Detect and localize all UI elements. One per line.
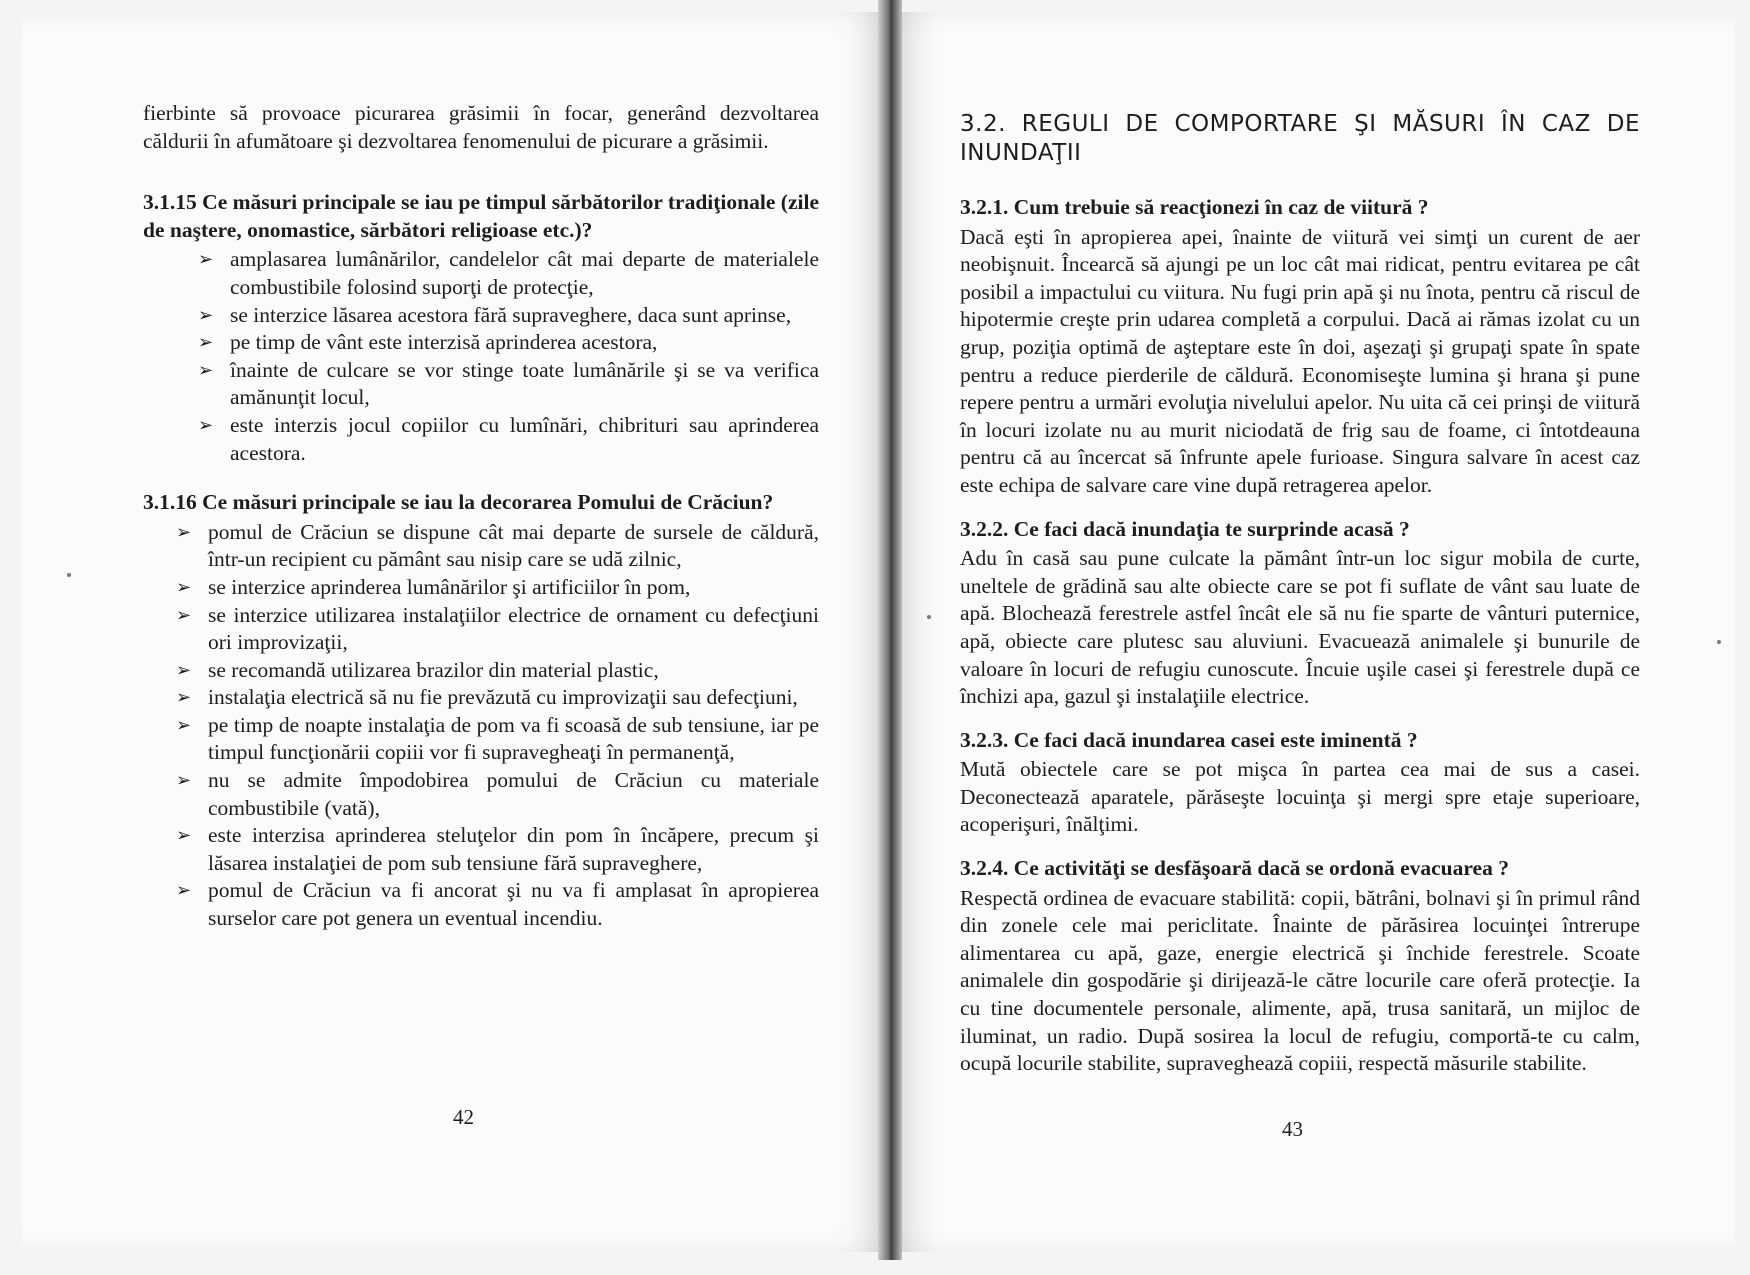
list-item: ➢ instalaţia electrică să nu fie prevăzută cu improvizaţii sau defecţiuni, (208, 684, 819, 712)
arrow-bullet-icon: ➢ (198, 304, 214, 326)
paper-speck (67, 573, 71, 577)
list-item: ➢ înainte de culcare se vor stinge toate lumânările şi se va verifica amănunţit locul, (198, 357, 819, 410)
list-item: ➢ pe timp de noapte instalaţia de pom va fi scoasă de sub tensiune, iar pe timpul funcţionării copiii vor fi supravegheaţi în permanenţă, (176, 712, 819, 765)
arrow-bullet-icon: ➢ (176, 659, 192, 681)
section-3-1-15 (143, 189, 819, 467)
arrow-bullet-icon: ➢ (176, 825, 192, 847)
page-number-left: 42 (453, 1105, 474, 1129)
arrow-bullet-icon: ➢ (198, 249, 214, 271)
list-item: ➢ nu se admite împodobirea pomului de Crăciun cu materiale combustibile (vată), (176, 768, 819, 820)
list-item: ➢ este interzisa aprinderea steluţelor din pom în încăpere, precum şi lăsarea instalaţiei de pom sub tensiune fără supraveghere, (176, 823, 819, 875)
page-number-right: 43 (1282, 1117, 1303, 1141)
section-title: 3.1.16 Ce măsuri principale se iau la decorarea Pomului de Crăciun? (143, 490, 774, 515)
arrow-bullet-icon: ➢ (176, 880, 192, 902)
list-item: ➢ pe timp de vânt este interzisă aprinderea acestora, (230, 329, 819, 357)
arrow-bullet-icon: ➢ (176, 714, 192, 736)
bullet-list (143, 519, 819, 933)
section-3-1-16 (143, 489, 819, 933)
chapter-title: 3.2. REGULI DE COMPORTARE ŞI MĂSURI ÎN CAZ DE INUNDAŢII (960, 111, 1640, 166)
list-item: ➢ se interzice aprinderea lumânărilor şi artificiilor în pom, (208, 574, 819, 602)
arrow-bullet-icon: ➢ (176, 604, 192, 626)
list-item: ➢ este interzis jocul copiilor cu lumînări, chibrituri sau aprinderea acestora. (198, 412, 819, 465)
paper-speck (1717, 640, 1721, 644)
section-body: Dacă eşti în apropierea apei, înainte de viitură vei simţi un curent de aer neobişnuit. Încearcă să ajungi pe un loc cât mai ridicat, pentru evitarea pe cât posibil a impactului cu viitura. Nu fugi prin apă şi nu înota, pentru că riscul de hipotermie creşte prin udarea completă a corpului. Dacă ai rămas izolat cu un grup, poziţia optimă de aşteptare este în doi, aşezaţi şi grupaţi spate în spate pentru a reduce pierderile de căldură. Economiseşte lumina şi hrana şi pune repere pentru a urmări evoluţia nivelului apelor. Nu uita că cei prinşi de viitură în locuri izolate nu au murit niciodată de frig sau de foame, ci întotdeauna pentru că au încercat să înfrunte apele furioase. Singura salvare în acest caz este echipa de salvare care vine după retragerea apelor. (960, 224, 1640, 497)
list-item: ➢ se interzice lăsarea acestora fără supraveghere, daca sunt aprinse, (230, 302, 819, 330)
book-gutter (878, 0, 902, 1260)
arrow-bullet-icon: ➢ (176, 576, 192, 598)
section-title: 3.2.1. Cum trebuie să reacţionezi în caz de viitură ? (960, 195, 1429, 219)
bullet-list (143, 246, 819, 467)
section-title: 3.2.2. Ce faci dacă inundaţia te surprinde acasă ? (960, 516, 1410, 541)
arrow-bullet-icon: ➢ (198, 332, 214, 354)
list-item: ➢ pomul de Crăciun va fi ancorat şi nu va fi amplasat în apropierea surselor care pot genera un eventual incendiu. (176, 878, 819, 931)
section-title: 3.1.15 Ce măsuri principale se iau pe timpul sărbătorilor tradiţionale (zile de naştere, onomastice, sărbători religioase etc.)? (143, 190, 819, 242)
arrow-bullet-icon: ➢ (198, 359, 214, 381)
list-item: ➢ se interzice utilizarea instalaţiilor electrice de ornament cu defecţiuni ori improvizaţii, (176, 602, 819, 655)
arrow-bullet-icon: ➢ (176, 521, 192, 543)
list-item: ➢ pomul de Crăciun se dispune cât mai departe de sursele de căldură, într-un recipient cu pământ sau nisip care se udă zilnic, (176, 519, 819, 572)
section-title: 3.2.4. Ce activităţi se desfăşoară dacă se ordonă evacuarea ? (960, 856, 1509, 881)
intro-paragraph: fierbinte să provoace picurarea grăsimii în focar, generând dezvoltarea căldurii în afumătoare şi dezvoltarea fenomenului de picurare a grăsimii. (143, 101, 819, 153)
arrow-bullet-icon: ➢ (176, 687, 192, 709)
arrow-bullet-icon: ➢ (198, 414, 214, 436)
section-body: Mută obiectele care se pot mişca în partea cea mai de sus a casei. Deconectează aparatele, părăseşte locuinţa şi mergi spre etaje superioare, acoperişuri, înălţimi. (960, 757, 1640, 837)
section-body: Respectă ordinea de evacuare stabilită: copii, bătrâni, bolnavi şi în primul rând din zonele cele mai periclitate. Înainte de părăsirea locuinţei întrerupe alimentarea cu apă, gaze, energie electrică şi închide ferestrele. Scoate animalele din gospodărie şi dirijează-le către locurile care oferă protecţie. Ia cu tine documentele personale, alimente, apă, trusa sanitară, un mijloc de iluminat, un radio. După sosirea la locul de refugiu, comportă-te cu calm, ocupă locurile stabilite, supraveghează copiii, respectă măsurile stabilite. (960, 885, 1640, 1076)
arrow-bullet-icon: ➢ (176, 770, 192, 792)
list-item: ➢ se recomandă utilizarea brazilor din material plastic, (208, 657, 819, 685)
list-item: ➢ amplasarea lumânărilor, candelelor cât mai departe de materialele combustibile folosind suporţi de protecţie, (198, 247, 819, 299)
paper-speck (927, 615, 931, 619)
section-title: 3.2.3. Ce faci dacă inundarea casei este iminentă ? (960, 727, 1418, 752)
section-body: Adu în casă sau pune culcate la pământ într-un loc sigur mobila de curte, uneltele de grădină sau alte obiecte care se pot fi suflate de vânt sau luate de apă. Blochează ferestrele astfel încât ele să nu fie sparte de vânturi puternice, apă, obiecte care plutesc sau aluviuni. Evacuează animalele şi bunurile de valoare în locuri de refugiu cunoscute. Încuie uşile casei şi ferestrele după ce închizi apa, gazul şi instalaţiile electrice. (960, 546, 1640, 709)
right-page-content (960, 110, 1640, 1078)
left-page-content (143, 100, 819, 933)
